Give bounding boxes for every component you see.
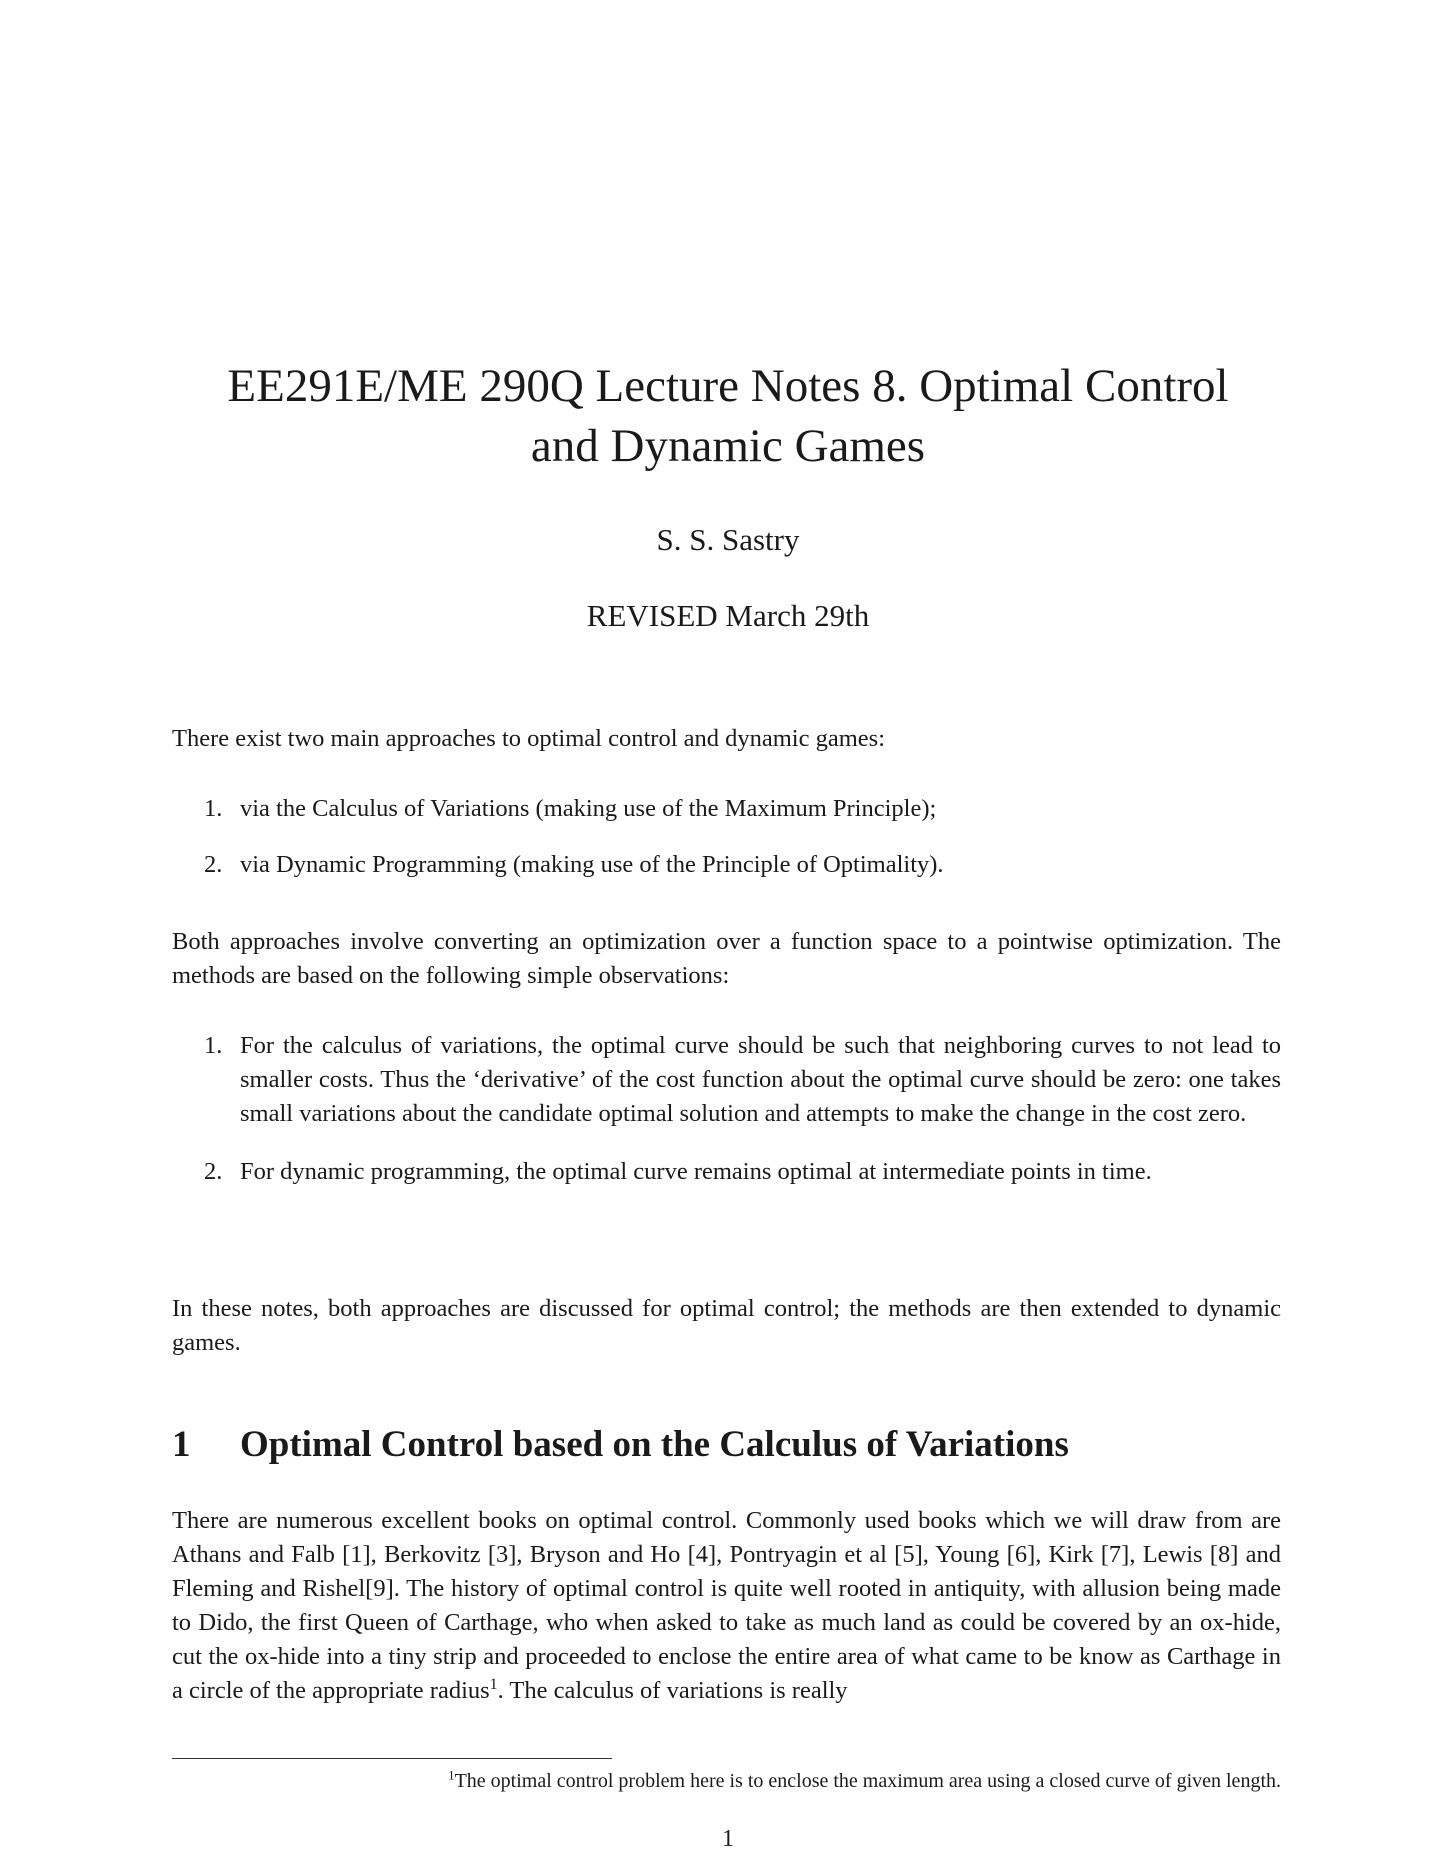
approaches-list — [172, 792, 1281, 882]
list-item-number: 2. — [204, 851, 223, 878]
closing-paragraph-block — [172, 1292, 1281, 1360]
title-block — [160, 356, 1296, 634]
paper-title — [160, 356, 1296, 476]
section1-paragraph — [172, 1504, 1281, 1708]
title-line-2: and Dynamic Games — [530, 420, 926, 472]
section-title: Optimal Control based on the Calculus of Variations — [240, 1424, 1069, 1465]
revision-date: REVISED March 29th — [586, 598, 870, 633]
footnote-text: The optimal control problem here is to enclose the maximum area using a closed curve of given length. — [454, 1770, 1281, 1792]
page-number: 1 — [722, 1826, 734, 1852]
list-item-text: via the Calculus of Variations (making use of the Maximum Principle); — [240, 795, 937, 822]
footnote-reference: 1 — [489, 1675, 498, 1693]
approaches-list-block — [172, 792, 1281, 882]
footnote-divider — [172, 1758, 612, 1759]
list-item — [172, 1155, 1281, 1189]
section-heading — [172, 1423, 1281, 1467]
title-line-1: EE291E/ME 290Q Lecture Notes 8. Optimal Control — [227, 360, 1229, 412]
section-number: 1 — [172, 1424, 191, 1465]
footnote-marker: 1 — [448, 1767, 455, 1783]
both-paragraph: Both approaches involve converting an optimization over a function space to a pointwise optimization. The methods are based on the following simple observations: — [172, 928, 1281, 989]
intro-lead: There exist two main approaches to optimal control and dynamic games: — [172, 725, 886, 752]
observations-list-block — [172, 1029, 1281, 1189]
section1-text-tail: . The calculus of variations is really — [497, 1677, 848, 1704]
both-paragraph-block — [172, 925, 1281, 993]
closing-paragraph: In these notes, both approaches are discussed for optimal control; the methods are then extended to dynamic games. — [172, 1295, 1281, 1356]
list-item — [172, 848, 1281, 882]
list-item-number: 2. — [204, 1158, 223, 1185]
list-item-number: 1. — [204, 1032, 223, 1059]
footnote — [172, 1768, 1281, 1794]
list-item-text: For dynamic programming, the optimal curve remains optimal at intermediate points in time. — [240, 1158, 1152, 1185]
observations-list — [172, 1029, 1281, 1189]
section1-text: There are numerous excellent books on optimal control. Commonly used books which we will draw from are Athans and Falb [1], Berkovitz [3], Bryson and Ho [4], Pontryagin et al [5], Young [6], Kirk [7], Lewis [8] and Fleming and Rishel[9]. The history of optimal control is quite well rooted in antiquity, with allusion being made to Dido, the first Queen of Carthage, who when asked to take as much land as could be covered by an ox-hide, cut the ox-hide into a tiny strip and proceeded to enclose the entire area of what came to be know as Carthage in a circle of the appropriate radius — [172, 1507, 1281, 1704]
list-item-text: For the calculus of variations, the optimal curve should be such that neighboring curves to not lead to smaller costs. Thus the ‘derivative’ of the cost function about the optimal curve should be zero: one takes small variations about the candidate optimal solution and attempts to make the change in the cost zero. — [240, 1032, 1281, 1127]
list-item-text: via Dynamic Programming (making use of the Principle of Optimality). — [240, 851, 944, 878]
list-item-number: 1. — [204, 795, 223, 822]
list-item — [172, 792, 1281, 826]
list-item — [172, 1029, 1281, 1131]
section1-paragraph-block — [172, 1504, 1281, 1708]
intro-lead-block — [172, 722, 1281, 756]
author: S. S. Sastry — [656, 522, 800, 557]
